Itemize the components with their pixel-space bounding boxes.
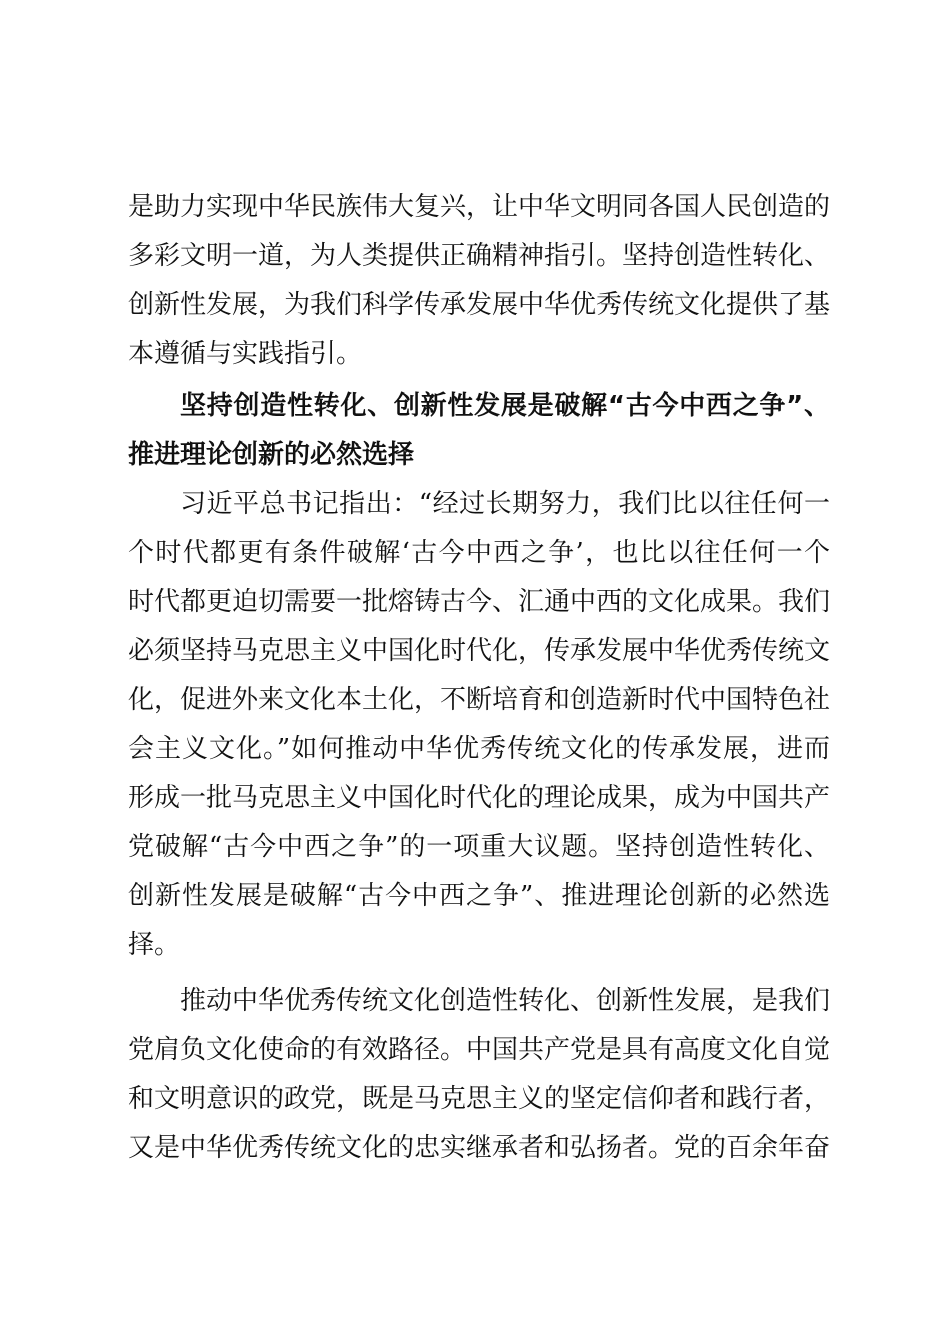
section-heading <box>128 382 830 480</box>
text-line: 多彩文明一道，为人类提供正确精神指引。坚持创造性转化、 <box>128 241 830 271</box>
paragraph-body <box>128 977 830 1173</box>
text-line: 时代都更迫切需要一批熔铸古今、汇通中西的文化成果。我们 <box>128 587 830 617</box>
text-line: 习近平总书记指出：“经过长期努力，我们比以往任何一 <box>180 489 830 519</box>
text-line: 推动中华优秀传统文化创造性转化、创新性发展，是我们 <box>180 986 830 1016</box>
heading-line: 推进理论创新的必然选择 <box>128 440 415 470</box>
text-line: 和文明意识的政党，既是马克思主义的坚定信仰者和践行者， <box>128 1084 830 1114</box>
paragraph-quote <box>128 480 830 970</box>
text-line: 创新性发展，为我们科学传承发展中华优秀传统文化提供了基 <box>128 290 830 320</box>
text-line: 党破解“古今中西之争”的一项重大议题。坚持创造性转化、 <box>128 832 830 862</box>
text-line: 化，促进外来文化本土化，不断培育和创造新时代中国特色社 <box>128 685 830 715</box>
text-line: 创新性发展是破解“古今中西之争”、推进理论创新的必然选 <box>128 881 830 911</box>
text-line: 会主义文化。”如何推动中华优秀传统文化的传承发展，进而 <box>128 734 830 764</box>
paragraph-continuation <box>128 183 830 379</box>
text-line: 党肩负文化使命的有效路径。中国共产党是具有高度文化自觉 <box>128 1035 830 1065</box>
text-line: 个时代都更有条件破解‘古今中西之争’，也比以往任何一个 <box>128 538 830 568</box>
text-line: 是助力实现中华民族伟大复兴，让中华文明同各国人民创造的 <box>128 192 830 222</box>
text-line: 本遵循与实践指引。 <box>128 339 363 369</box>
text-line: 择。 <box>128 930 181 960</box>
text-line: 形成一批马克思主义中国化时代化的理论成果，成为中国共产 <box>128 783 830 813</box>
text-line: 必须坚持马克思主义中国化时代化，传承发展中华优秀传统文 <box>128 636 830 666</box>
text-line: 又是中华优秀传统文化的忠实继承者和弘扬者。党的百余年奋 <box>128 1133 830 1163</box>
heading-line: 坚持创造性转化、创新性发展是破解“古今中西之争”、 <box>180 391 830 421</box>
